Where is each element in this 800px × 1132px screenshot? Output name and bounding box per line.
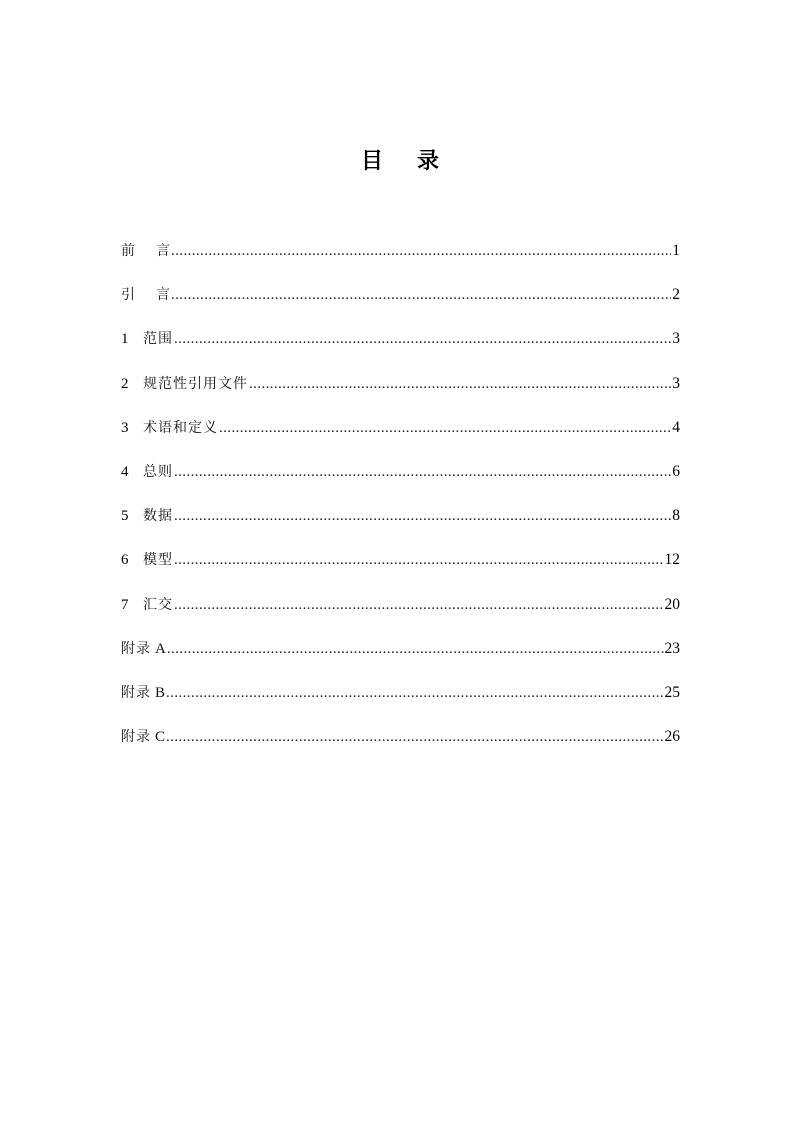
toc-entry-label: 附录 A — [121, 640, 166, 657]
toc-entry-page: 1 — [672, 242, 680, 259]
toc-entry-page: 2 — [672, 286, 680, 304]
dot-leader — [219, 415, 671, 441]
toc-entry-label: 数据 — [143, 508, 173, 525]
toc-entry-number: 1 — [121, 331, 129, 348]
dot-leader — [171, 282, 671, 308]
toc-entry-label: 前 言 — [121, 243, 170, 259]
dot-leader — [167, 636, 664, 662]
toc-entry-foreword[interactable] — [121, 238, 680, 282]
toc-entry-label: 规范性引用文件 — [143, 375, 248, 392]
toc-entry-data[interactable] — [121, 503, 680, 547]
toc-entry-page: 12 — [664, 551, 680, 569]
toc-entry-page: 3 — [672, 374, 680, 392]
toc-entry-label: 模型 — [143, 552, 173, 569]
toc-entry-introduction[interactable] — [121, 282, 680, 326]
toc-title-char-1: 目 — [360, 148, 383, 174]
toc-entry-model[interactable] — [121, 547, 680, 591]
toc-entry-number: 7 — [121, 596, 129, 613]
dot-leader — [174, 326, 671, 352]
toc-entry-number: 5 — [121, 508, 129, 525]
toc-title — [0, 145, 800, 177]
dot-leader — [174, 547, 664, 573]
dot-leader — [174, 592, 664, 618]
table-of-contents — [121, 238, 680, 768]
toc-entry-page: 3 — [672, 330, 680, 348]
toc-entry-submission[interactable] — [121, 592, 680, 636]
toc-entry-number: 4 — [121, 463, 129, 480]
toc-entry-page: 20 — [664, 595, 680, 613]
toc-title-char-2: 录 — [417, 148, 440, 174]
toc-entry-page: 25 — [664, 683, 680, 701]
dot-leader — [174, 503, 671, 529]
toc-entry-terms-definitions[interactable] — [121, 415, 680, 459]
toc-entry-page: 23 — [664, 639, 680, 657]
toc-entry-label: 附录 C — [121, 729, 166, 746]
toc-entry-label: 附录 B — [121, 684, 166, 701]
dot-leader — [249, 371, 671, 397]
toc-entry-appendix-b[interactable] — [121, 680, 680, 724]
toc-entry-label: 范围 — [143, 331, 173, 348]
toc-entry-number: 2 — [121, 375, 129, 392]
dot-leader — [174, 459, 671, 485]
toc-entry-appendix-c[interactable] — [121, 724, 680, 768]
toc-entry-label: 引 言 — [121, 287, 170, 304]
toc-entry-normative-references[interactable] — [121, 371, 680, 415]
toc-entry-general[interactable] — [121, 459, 680, 503]
toc-entry-scope[interactable] — [121, 326, 680, 370]
toc-entry-label: 汇交 — [143, 596, 173, 613]
dot-leader — [166, 680, 663, 706]
toc-entry-appendix-a[interactable] — [121, 636, 680, 680]
toc-entry-number: 6 — [121, 552, 129, 569]
toc-entry-number: 3 — [121, 419, 129, 436]
dot-leader — [171, 238, 671, 264]
toc-entry-label: 总则 — [143, 463, 173, 480]
dot-leader — [166, 724, 663, 750]
toc-entry-page: 8 — [672, 507, 680, 525]
toc-entry-label: 术语和定义 — [143, 419, 218, 436]
toc-entry-page: 6 — [672, 462, 680, 480]
toc-entry-page: 26 — [664, 728, 680, 746]
toc-entry-page: 4 — [672, 418, 680, 436]
